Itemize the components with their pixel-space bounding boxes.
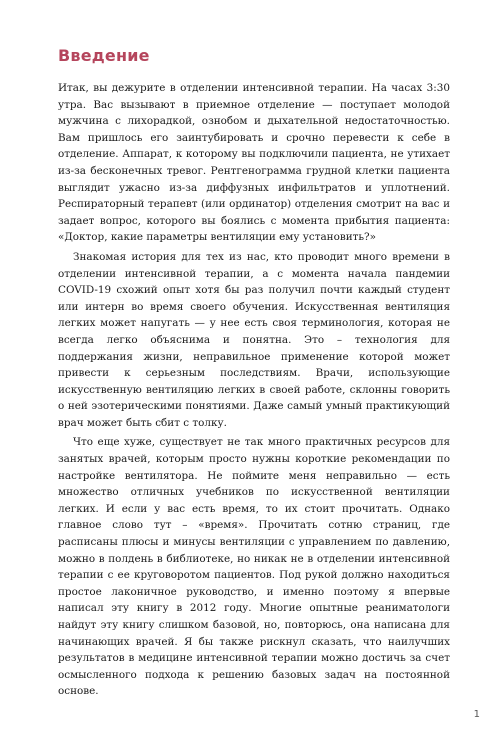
paragraph-1: Итак, вы дежурите в отделении интенсивной терапии. На часах 3:30 утра. Вас вызывают в приемное отделение — поступает молодой мужчина с лихорадкой, ознобом и дыхательной недостаточностью. Вам пришлось его заинтубировать и срочно перевести к себе в отделение. Аппарат, к которому вы подключили пациента, не утихает из-за бесконечных тревог. Рентгенограмма грудной клетки пациента выглядит ужасно из-за диффузных инфильтратов и уплотнений. Респираторный терапевт (или ординатор) отделения смотрит на вас и задает вопрос, которого вы боялись с момента прибытия пациента: «Доктор, какие параметры вентиляции ему установить?»	[58, 82, 450, 244]
section-heading: Введение	[58, 46, 150, 65]
page-number: 1	[473, 709, 480, 720]
body-text	[58, 80, 450, 700]
paragraph-2: Знакомая история для тех из нас, кто проводит много времени в отделении интенсивной терапии, а с момента начала пандемии COVID-19 схожий опыт хотя бы раз получил почти каждый студент или интерн во время своего обучения. Искусственная вентиляция легких может напугать — у нее есть своя терминология, которая не всегда легко объяснима и понятна. Это – технология для поддержания жизни, неправильное применение которой может привести к серьезным последствиям. Врачи, использующие искусственную вентиляцию легких в своей работе, склонны говорить о ней эзотерическими понятиями. Даже самый умный практикующий врач может быть сбит с толку.	[58, 250, 450, 429]
paragraph-3: Что еще хуже, существует не так много практичных ресурсов для занятых врачей, которым просто нужны короткие рекомендации по настройке вентилятора. Не поймите меня неправильно — есть множество отличных учебников по искусственной вентиляции легких. И если у вас есть время, то их стоит прочитать. Однако главное слово тут – «время». Прочитать сотню страниц, где расписаны плюсы и минусы вентиляции с управлением по давлению, можно в полдень в библиотеке, но никак не в отделении интенсивной терапии с ее круговоротом пациентов. Под рукой должно находиться простое лаконичное руководство, и именно поэтому я впервые написал эту книгу в 2012 году. Многие опытные реаниматологи найдут эту книгу слишком базовой, но, повторюсь, она написана для начинающих врачей. Я бы также рискнул сказать, что наилучших результатов в медицине интенсивной терапии можно достичь за счет осмысленного подхода к решению базовых задач на постоянной основе.	[58, 436, 450, 698]
